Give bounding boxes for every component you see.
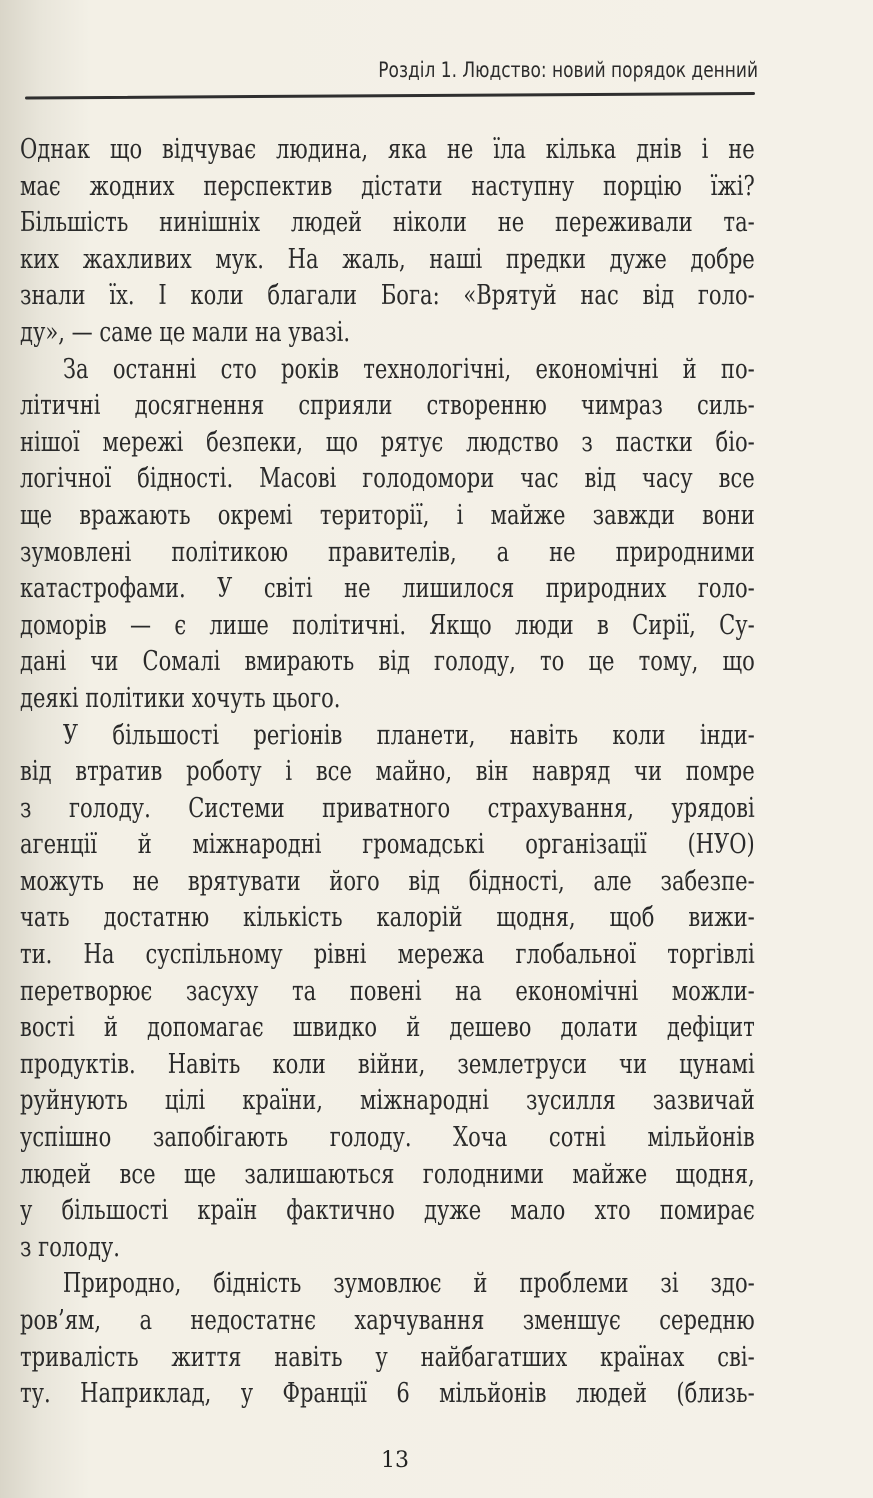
text-line: деякі політики хочуть цього.: [20, 682, 341, 714]
text-line: від втратив роботу і все майно, він навряд чи помре: [20, 756, 755, 788]
text-line: з голоду. Системи приватного страхування, урядові: [20, 792, 755, 824]
text-line: має жодних перспектив дістати наступну порцію їжі?: [20, 170, 755, 202]
text-line: тривалість життя навіть у найбагатших країнах сві-: [20, 1341, 755, 1373]
paragraph: [20, 132, 755, 352]
text-line: ких жахливих мук. На жаль, наші предки дуже добре: [20, 243, 755, 275]
text-line: Більшість нинішніх людей ніколи не переживали та-: [20, 207, 755, 239]
text-line: За останні сто років технологічні, економічні й по-: [62, 353, 755, 385]
text-line: успішно запобігають голоду. Хоча сотні мільйонів: [20, 1122, 755, 1154]
text-line: агенції й міжнародні громадські організації (НУО): [20, 829, 755, 861]
text-line: знали їх. І коли благали Бога: «Врятуй нас від голо-: [20, 280, 755, 312]
text-line: ду», — саме це мали на увазі.: [20, 316, 351, 348]
text-line: з голоду.: [20, 1231, 121, 1263]
paragraph: [20, 718, 755, 1267]
text-line: нішої мережі безпеки, що рятує людство з пастки біо-: [20, 426, 755, 458]
text-line: чать достатню кількість калорій щодня, щоб вижи-: [20, 902, 755, 934]
text-line: Природно, бідність зумовлює й проблеми зі здо-: [62, 1268, 755, 1300]
text-line: ту. Наприклад, у Франції 6 мільйонів людей (близь-: [20, 1378, 755, 1410]
body-text: [20, 132, 755, 1413]
text-line: перетворює засуху та повені на економічні можли-: [20, 975, 755, 1007]
text-line: вості й допомагає швидко й дешево долати дефіцит: [20, 1012, 755, 1044]
text-line: можуть не врятувати його від бідності, але забезпе-: [20, 865, 755, 897]
paragraph: [20, 1266, 755, 1412]
text-line: зумовлені політикою правителів, а не природними: [20, 536, 755, 568]
text-line: літичні досягнення сприяли створенню чимраз силь-: [20, 390, 755, 422]
text-line: ров’ям, а недостатнє харчування зменшує середню: [20, 1305, 755, 1336]
text-line: людей все ще залишаються голодними майже щодня,: [20, 1158, 755, 1190]
text-line: доморів — є лише політичні. Якщо люди в Сирії, Су-: [20, 609, 755, 641]
header-rule: [25, 92, 755, 99]
text-line: продуктів. Навіть коли війни, землетруси чи цунамі: [20, 1048, 755, 1080]
text-line: ти. На суспільному рівні мережа глобальної торгівлі: [20, 939, 755, 971]
text-line: руйнують цілі країни, міжнародні зусилля зазвичай: [20, 1085, 755, 1117]
text-line: дані чи Сомалі вмирають від голоду, то це тому, що: [20, 646, 755, 678]
paragraph: [20, 352, 755, 718]
text-line: Однак що відчуває людина, яка не їла кілька днів і не: [20, 134, 755, 165]
text-line: У більшості регіонів планети, навіть коли інди-: [62, 719, 755, 751]
text-line: логічної бідності. Масові голодомори час від часу все: [20, 463, 755, 495]
text-line: катастрофами. У світі не лишилося природних голо-: [20, 573, 755, 605]
text-line: у більшості країн фактично дуже мало хто помирає: [20, 1195, 755, 1227]
page-number: 13: [381, 1448, 409, 1473]
running-header: Розділ 1. Людство: новий порядок денний: [378, 58, 758, 82]
text-line: ще вражають окремі території, і майже завжди вони: [20, 499, 755, 531]
